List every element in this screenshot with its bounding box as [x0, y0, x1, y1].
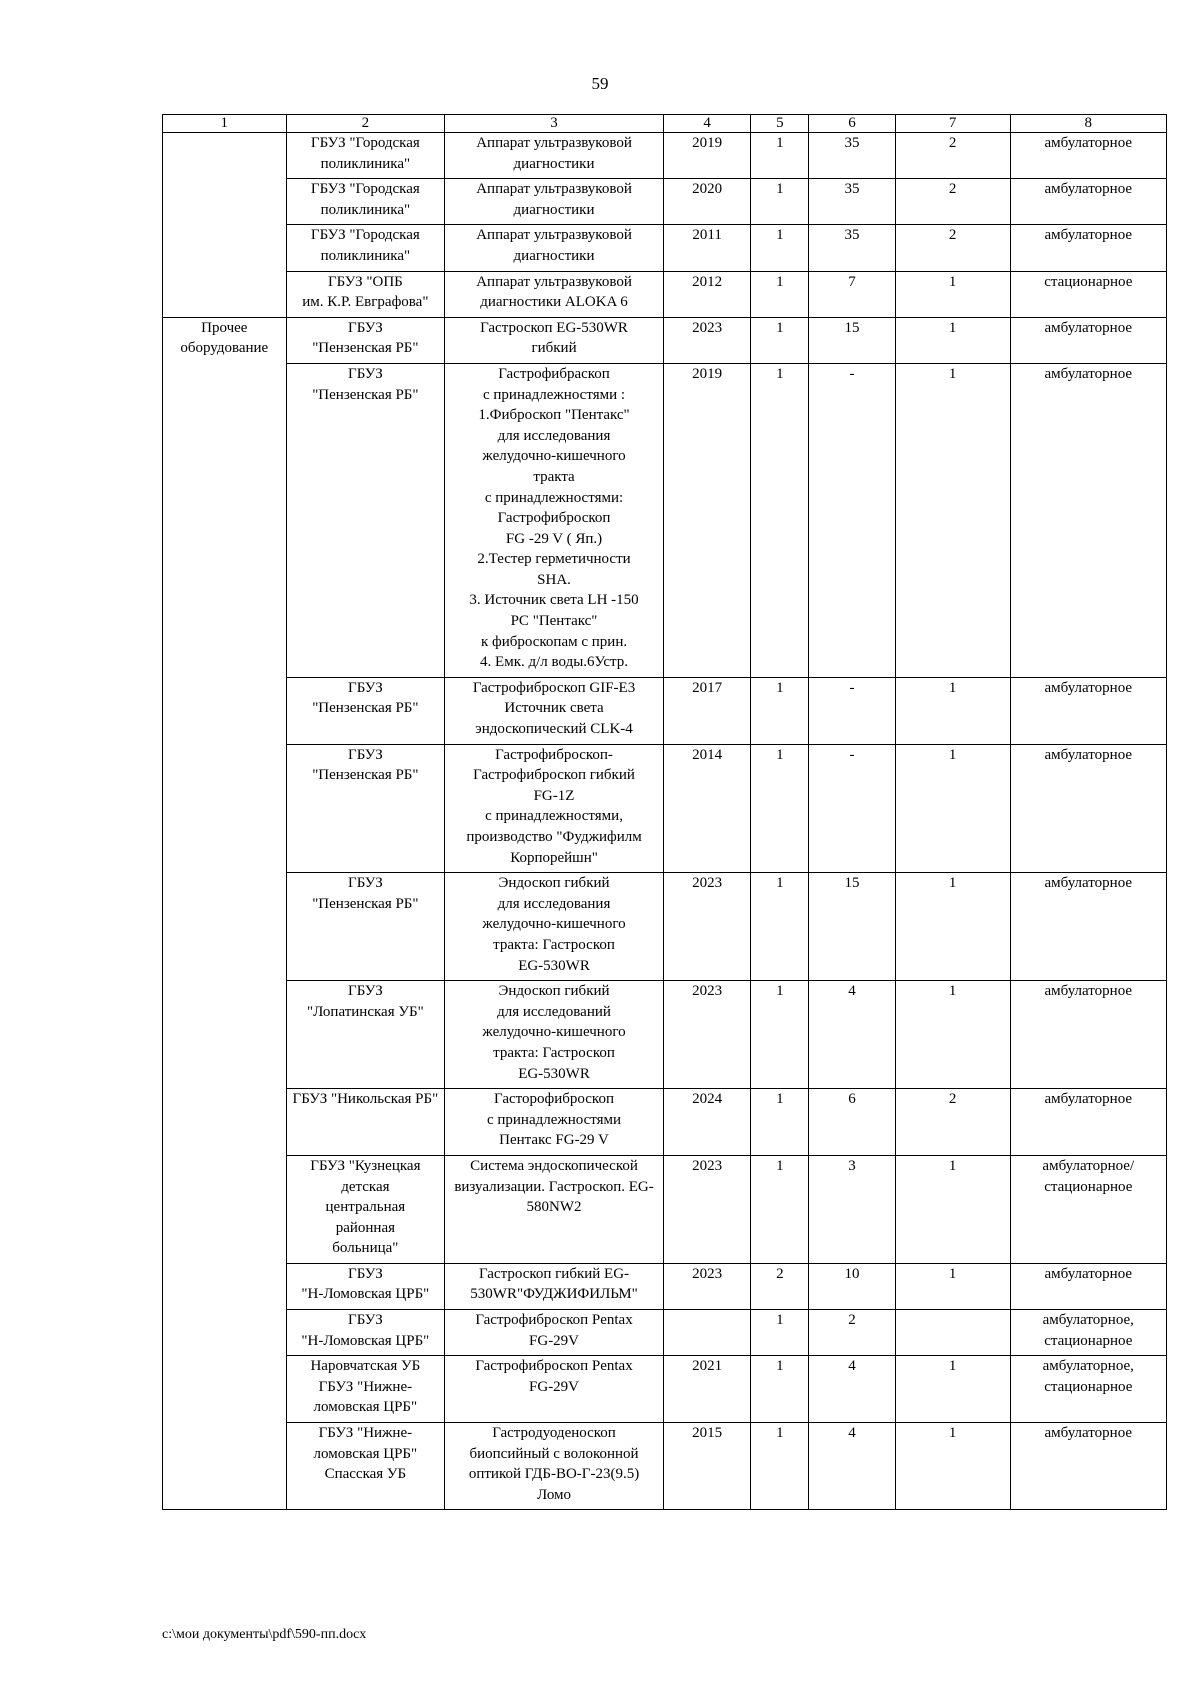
institution-cell: ГБУЗ "ОПБ им. К.Р. Евграфова": [286, 271, 445, 317]
care-type-cell: амбулаторное: [1010, 677, 1166, 744]
table-row: [163, 271, 1167, 317]
equipment-name-cell: Гастрофиброскоп Pentax FG-29V: [445, 1310, 664, 1356]
table-body: [163, 133, 1167, 1510]
quantity-cell: 1: [751, 271, 809, 317]
value-cell: 4: [809, 1356, 895, 1423]
equipment-name-cell: Гастродуоденоскоп биопсийный с волоконной оптикой ГДБ-ВО-Г-23(9.5) Ломо: [445, 1423, 664, 1510]
year-cell: 2014: [663, 744, 750, 873]
equipment-name-cell: Аппарат ультразвуковой диагностики: [445, 225, 664, 271]
institution-cell: ГБУЗ "Пензенская РБ": [286, 317, 445, 363]
quantity-cell: 1: [751, 1155, 809, 1263]
table-row: [163, 133, 1167, 179]
value-cell: 4: [809, 981, 895, 1089]
table-row: [163, 1310, 1167, 1356]
table-row: [163, 363, 1167, 677]
institution-cell: Наровчатская УБ ГБУЗ "Нижне- ломовская ЦРБ": [286, 1356, 445, 1423]
year-cell: 2017: [663, 677, 750, 744]
year-cell: 2023: [663, 317, 750, 363]
count-cell: [895, 1310, 1010, 1356]
year-cell: 2023: [663, 873, 750, 981]
value-cell: -: [809, 744, 895, 873]
quantity-cell: 1: [751, 1423, 809, 1510]
equipment-name-cell: Гастрофиброскоп Pentax FG-29V: [445, 1356, 664, 1423]
institution-cell: ГБУЗ "Никольская РБ": [286, 1089, 445, 1156]
column-number: 1: [163, 115, 287, 133]
count-cell: 1: [895, 317, 1010, 363]
care-type-cell: амбулаторное: [1010, 225, 1166, 271]
equipment-name-cell: Гастроскоп гибкий EG-530WR"ФУДЖИФИЛЬМ": [445, 1263, 664, 1309]
quantity-cell: 1: [751, 133, 809, 179]
equipment-table: [162, 114, 1167, 1510]
quantity-cell: 1: [751, 363, 809, 677]
value-cell: 2: [809, 1310, 895, 1356]
column-number: 5: [751, 115, 809, 133]
equipment-name-cell: Аппарат ультразвуковой диагностики ALOKA 6: [445, 271, 664, 317]
quantity-cell: 1: [751, 1356, 809, 1423]
count-cell: 1: [895, 1263, 1010, 1309]
care-type-cell: амбулаторное, стационарное: [1010, 1356, 1166, 1423]
table-row: [163, 179, 1167, 225]
value-cell: -: [809, 363, 895, 677]
count-cell: 1: [895, 271, 1010, 317]
year-cell: [663, 1310, 750, 1356]
value-cell: 10: [809, 1263, 895, 1309]
institution-cell: ГБУЗ "Городская поликлиника": [286, 225, 445, 271]
quantity-cell: 1: [751, 677, 809, 744]
quantity-cell: 1: [751, 744, 809, 873]
value-cell: 35: [809, 133, 895, 179]
institution-cell: ГБУЗ "Городская поликлиника": [286, 133, 445, 179]
table-row: [163, 225, 1167, 271]
table-row: [163, 873, 1167, 981]
care-type-cell: амбулаторное, стационарное: [1010, 1310, 1166, 1356]
value-cell: 4: [809, 1423, 895, 1510]
quantity-cell: 1: [751, 317, 809, 363]
count-cell: 1: [895, 1423, 1010, 1510]
equipment-name-cell: Эндоскоп гибкий для исследования желудочно-кишечного тракта: Гастроскоп EG-530WR: [445, 873, 664, 981]
table-row: [163, 1423, 1167, 1510]
institution-cell: ГБУЗ "Лопатинская УБ": [286, 981, 445, 1089]
count-cell: 2: [895, 225, 1010, 271]
column-number: 3: [445, 115, 664, 133]
page-number: 59: [591, 74, 609, 93]
quantity-cell: 1: [751, 981, 809, 1089]
institution-cell: ГБУЗ "Пензенская РБ": [286, 363, 445, 677]
year-cell: 2021: [663, 1356, 750, 1423]
equipment-name-cell: Аппарат ультразвуковой диагностики: [445, 133, 664, 179]
value-cell: 35: [809, 179, 895, 225]
table-row: [163, 1089, 1167, 1156]
year-cell: 2012: [663, 271, 750, 317]
institution-cell: ГБУЗ "Пензенская РБ": [286, 873, 445, 981]
equipment-name-cell: Система эндоскопической визуализации. Гастроскоп. EG-580NW2: [445, 1155, 664, 1263]
care-type-cell: амбулаторное: [1010, 133, 1166, 179]
file-path-footer: c:\мои документы\pdf\590-пп.docx: [162, 1627, 367, 1642]
institution-cell: ГБУЗ "Городская поликлиника": [286, 179, 445, 225]
year-cell: 2023: [663, 1263, 750, 1309]
year-cell: 2019: [663, 133, 750, 179]
quantity-cell: 1: [751, 179, 809, 225]
care-type-cell: амбулаторное: [1010, 363, 1166, 677]
care-type-cell: амбулаторное: [1010, 1263, 1166, 1309]
value-cell: 15: [809, 873, 895, 981]
care-type-cell: амбулаторное: [1010, 744, 1166, 873]
care-type-cell: стационарное: [1010, 271, 1166, 317]
year-cell: 2020: [663, 179, 750, 225]
table-row: [163, 1263, 1167, 1309]
value-cell: 35: [809, 225, 895, 271]
year-cell: 2023: [663, 981, 750, 1089]
care-type-cell: амбулаторное: [1010, 1423, 1166, 1510]
quantity-cell: 2: [751, 1263, 809, 1309]
column-number: 2: [286, 115, 445, 133]
quantity-cell: 1: [751, 225, 809, 271]
value-cell: 6: [809, 1089, 895, 1156]
count-cell: 1: [895, 1155, 1010, 1263]
equipment-category-cell: [163, 133, 287, 318]
care-type-cell: амбулаторное: [1010, 317, 1166, 363]
equipment-name-cell: Гасторофиброскоп с принадлежностями Пентакс FG-29 V: [445, 1089, 664, 1156]
care-type-cell: амбулаторное: [1010, 179, 1166, 225]
column-number: 4: [663, 115, 750, 133]
count-cell: 1: [895, 873, 1010, 981]
equipment-name-cell: Гастрофибраскоп с принадлежностями : 1.Фиброскоп "Пентакс" для исследования желудочно-кишечного тракта с принадлежностями: Гастрофиброскоп FG -29 V ( Яп.) 2.Тестер герметичности SHA. 3. Источник света LH -150 PC "Пентакс" к фиброскопам с прин. 4. Емк. д/л воды.6Устр.: [445, 363, 664, 677]
quantity-cell: 1: [751, 873, 809, 981]
table-row: [163, 744, 1167, 873]
count-cell: 2: [895, 133, 1010, 179]
value-cell: -: [809, 677, 895, 744]
value-cell: 3: [809, 1155, 895, 1263]
year-cell: 2024: [663, 1089, 750, 1156]
count-cell: 1: [895, 744, 1010, 873]
table-row: [163, 981, 1167, 1089]
equipment-name-cell: Гастроскоп EG-530WR гибкий: [445, 317, 664, 363]
year-cell: 2011: [663, 225, 750, 271]
institution-cell: ГБУЗ "Нижне- ломовская ЦРБ" Спасская УБ: [286, 1423, 445, 1510]
institution-cell: ГБУЗ "Кузнецкая детская центральная районная больница": [286, 1155, 445, 1263]
equipment-category-cell: Прочее оборудование: [163, 317, 287, 1510]
equipment-name-cell: Аппарат ультразвуковой диагностики: [445, 179, 664, 225]
count-cell: 1: [895, 981, 1010, 1089]
table-row: [163, 317, 1167, 363]
table-row: [163, 1155, 1167, 1263]
institution-cell: ГБУЗ "Пензенская РБ": [286, 677, 445, 744]
column-number-row: [163, 115, 1167, 133]
column-number: 8: [1010, 115, 1166, 133]
count-cell: 1: [895, 1356, 1010, 1423]
care-type-cell: амбулаторное: [1010, 1089, 1166, 1156]
table-row: [163, 1356, 1167, 1423]
column-number: 7: [895, 115, 1010, 133]
equipment-name-cell: Гастрофиброскоп GIF-E3 Источник света эндоскопический CLK-4: [445, 677, 664, 744]
equipment-name-cell: Гастрофиброскоп- Гастрофиброскоп гибкий FG-1Z с принадлежностями, производство "Фуджифилм Корпорейшн": [445, 744, 664, 873]
year-cell: 2019: [663, 363, 750, 677]
year-cell: 2023: [663, 1155, 750, 1263]
care-type-cell: амбулаторное: [1010, 981, 1166, 1089]
column-number: 6: [809, 115, 895, 133]
count-cell: 2: [895, 1089, 1010, 1156]
institution-cell: ГБУЗ "Н-Ломовская ЦРБ": [286, 1263, 445, 1309]
institution-cell: ГБУЗ "Н-Ломовская ЦРБ": [286, 1310, 445, 1356]
care-type-cell: амбулаторное/ стационарное: [1010, 1155, 1166, 1263]
equipment-name-cell: Эндоскоп гибкий для исследований желудочно-кишечного тракта: Гастроскоп EG-530WR: [445, 981, 664, 1089]
care-type-cell: амбулаторное: [1010, 873, 1166, 981]
value-cell: 15: [809, 317, 895, 363]
count-cell: 1: [895, 677, 1010, 744]
quantity-cell: 1: [751, 1310, 809, 1356]
quantity-cell: 1: [751, 1089, 809, 1156]
table-row: [163, 677, 1167, 744]
value-cell: 7: [809, 271, 895, 317]
count-cell: 2: [895, 179, 1010, 225]
institution-cell: ГБУЗ "Пензенская РБ": [286, 744, 445, 873]
count-cell: 1: [895, 363, 1010, 677]
year-cell: 2015: [663, 1423, 750, 1510]
